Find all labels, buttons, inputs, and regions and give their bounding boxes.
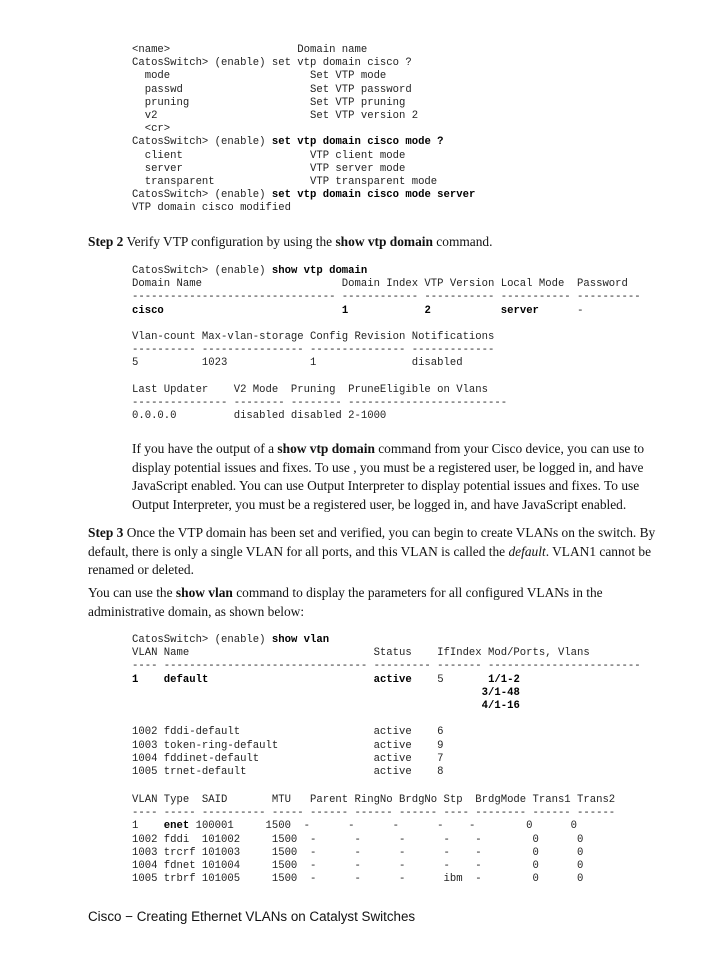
vlan-ports: 4/1-16 xyxy=(481,700,520,713)
vlan-type: enet xyxy=(163,820,190,833)
paragraph-text: command to display the parameters for all configured VLANs in the administrative domain, as shown below: xyxy=(88,585,603,619)
table-header: Vlan-count Max-vlan-storage Config Revision Notifications xyxy=(132,331,495,344)
paragraph-text: If you have the output of a xyxy=(132,441,278,456)
paragraph-text: command from your Cisco device, you can use to display potential issues and fixes. To use , you must be a registered user, be logged in, and have JavaScript enabled. You can use Output Interpreter to display potential issues and fixes. To use Output Interpreter, you must be a registered user, be logged in, and have JavaScript enabled. xyxy=(132,441,645,512)
code-command: set vtp domain cisco mode server xyxy=(271,189,476,202)
paragraph-text: You can use the xyxy=(88,585,176,600)
table-row: 1002 fddi-default active 6 xyxy=(132,726,444,739)
cli-output-show-vlan xyxy=(132,634,641,779)
code-line-prompt: CatosSwitch> (enable) xyxy=(132,136,272,149)
cli-output-set-vtp-domain xyxy=(132,44,475,216)
cli-output-show-vtp-domain xyxy=(132,265,641,423)
code-line: VTP domain cisco modified xyxy=(132,202,291,215)
paragraph-text: . VLAN1 cannot be renamed or deleted. xyxy=(88,543,652,577)
table-rule: -------------------------------- ------------ ----------- ----------- ---------- xyxy=(132,291,641,304)
inline-command: show vtp domain xyxy=(335,234,433,249)
table-header: VLAN Type SAID MTU Parent RingNo BrdgNo Stp BrdgMode Trans1 Trans2 xyxy=(132,794,616,806)
table-row: 1005 trbrf 101005 1500 - - - ibm - 0 0 xyxy=(132,873,584,886)
inline-command: show vtp domain xyxy=(277,441,375,456)
step-2-paragraph xyxy=(88,233,688,252)
code-line: <cr> xyxy=(132,123,171,136)
code-line: client VTP client mode xyxy=(132,149,406,162)
code-line-prompt: CatosSwitch> (enable) xyxy=(132,265,272,277)
table-row: 1003 trcrf 101003 1500 - - - - - 0 0 xyxy=(132,846,584,859)
vlan-id: 1 xyxy=(132,673,139,686)
code-line-prompt: CatosSwitch> (enable) xyxy=(132,634,272,646)
step-label: Step 3 xyxy=(88,525,124,540)
table-row-rest: 100001 1500 - - - - - 0 0 xyxy=(189,820,578,833)
code-line-prompt: CatosSwitch> (enable) xyxy=(132,189,272,202)
vtp-version-value: 2 xyxy=(424,304,431,317)
domain-index-value: 1 xyxy=(341,304,349,317)
vlan-status: active xyxy=(373,673,412,686)
table-row: 1003 token-ring-default active 9 xyxy=(132,739,444,752)
emphasis-text: default xyxy=(508,543,546,559)
table-rule: ---- -------------------------------- --------- ------- ------------------------ xyxy=(132,660,641,673)
code-command: show vlan xyxy=(271,634,330,646)
table-row: 1004 fddinet-default active 7 xyxy=(132,752,444,765)
table-header: Domain Name Domain Index VTP Version Local Mode Password xyxy=(132,278,628,291)
output-interpreter-note xyxy=(132,440,672,514)
table-rule: ---- ----- ---------- ----- ------ ------ ------ ---- -------- ------ ------ xyxy=(132,807,616,820)
code-line: passwd Set VTP password xyxy=(132,83,412,96)
show-vlan-paragraph xyxy=(88,584,648,621)
code-command: show vtp domain xyxy=(271,265,368,277)
table-rule: ---------- ---------------- --------------- ------------- xyxy=(132,344,495,357)
domain-name-value: cisco xyxy=(132,304,164,317)
paragraph-text: command. xyxy=(432,234,493,249)
step-label: Step 2 xyxy=(88,234,124,249)
vlan-ifindex: 5 xyxy=(437,673,444,686)
code-command: set vtp domain cisco mode ? xyxy=(271,136,444,149)
table-rule: --------------- -------- -------- ------------------------- xyxy=(132,397,508,410)
table-row: 1005 trnet-default active 8 xyxy=(132,766,444,779)
step-3-paragraph xyxy=(88,524,676,580)
code-line: v2 Set VTP version 2 xyxy=(132,110,419,123)
code-line: mode Set VTP mode xyxy=(132,70,387,83)
table-row: 0.0.0.0 disabled disabled 2-1000 xyxy=(132,410,387,423)
code-line: server VTP server mode xyxy=(132,162,406,175)
local-mode-value: server xyxy=(500,304,539,317)
table-header: VLAN Name Status IfIndex Mod/Ports, Vlans xyxy=(132,647,590,660)
code-line: pruning Set VTP pruning xyxy=(132,96,406,109)
table-row: 1004 fdnet 101004 1500 - - - - - 0 0 xyxy=(132,860,584,873)
vlan-ports: 1/1-2 xyxy=(488,673,520,686)
paragraph-text: Verify VTP configuration by using the xyxy=(123,234,336,249)
code-line: CatosSwitch> (enable) set vtp domain cisco ? xyxy=(132,57,412,70)
code-line: <name> Domain name xyxy=(132,44,368,56)
cli-output-vlan-types xyxy=(132,794,615,886)
password-value: - xyxy=(577,304,584,317)
table-row: 1002 fddi 101002 1500 - - - - - 0 0 xyxy=(132,833,584,846)
paragraph-text: Once the VTP domain has been set and verified, you can begin to create VLANs on the switch. By default, there is only a single VLAN for all ports, and this VLAN is called the xyxy=(88,525,656,559)
table-header: Last Updater V2 Mode Pruning PruneEligible on Vlans xyxy=(132,383,489,396)
table-row: 5 1023 1 disabled xyxy=(132,357,463,370)
vlan-id: 1 xyxy=(132,820,164,833)
vlan-name: default xyxy=(163,673,209,686)
code-line: transparent VTP transparent mode xyxy=(132,176,438,189)
page-footer: Cisco − Creating Ethernet VLANs on Catalyst Switches xyxy=(88,909,416,924)
inline-command: show vlan xyxy=(175,585,233,600)
vlan-ports: 3/1-48 xyxy=(481,686,520,699)
